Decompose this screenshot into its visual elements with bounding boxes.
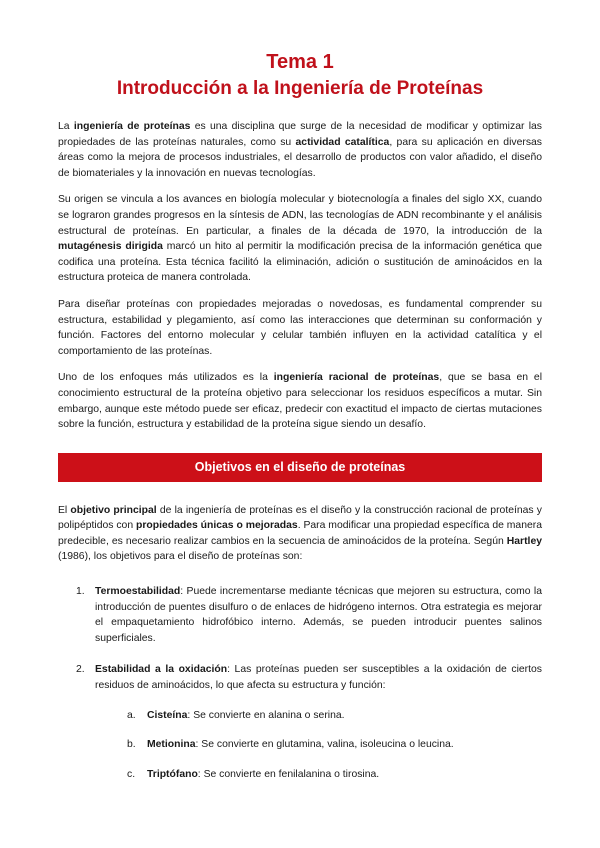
- section-paragraph-1: El objetivo principal de la ingeniería de proteínas es el diseño y la construcción racional de proteínas y polipéptidos con propiedades únicas o mejoradas. Para modificar una propiedad específica de manera predecible, es necesario realizar cambios en la secuencia de aminoácidos de la proteína. Según Hartley (1986), los objetivos para el diseño de proteínas son:: [58, 504, 543, 563]
- page-title: Tema 1: [266, 51, 334, 73]
- list-item-number: 2.: [76, 664, 85, 676]
- list-item-term: Termoestabilidad: [95, 586, 181, 598]
- list-item: [58, 584, 542, 646]
- sublist-item: [113, 767, 542, 783]
- sublist-item-letter: c.: [127, 768, 136, 780]
- intro-paragraph-4: Uno de los enfoques más utilizados es la ingeniería racional de proteínas, que se basa en el conocimiento estructural de la proteína objetivo para seleccionar los residuos específicos a mutar. Sin embargo, aunque este método puede ser eficaz, predecir con exactitud el impacto de ciertas mutaciones sobre la función, estructura y estabilidad de la proteína sigue siendo un desafío.: [58, 372, 543, 431]
- sublist-item-letter: b.: [127, 739, 136, 751]
- section-heading-banner: Objetivos en el diseño de proteínas: [58, 453, 542, 482]
- sublist-item: [113, 708, 542, 724]
- sublist-item-text: : Se convierte en fenilalanina o tirosina.: [197, 768, 380, 780]
- sublist-item-letter: a.: [127, 709, 136, 721]
- intro-paragraph-3: Para diseñar proteínas con propiedades mejoradas o novedosas, es fundamental comprender su estructura, estabilidad y plegamiento, así como las interacciones que determinan su conformación y función. Factores del entorno molecular y celular también influyen en la actividad catalítica y el comportamiento de las proteínas.: [58, 298, 542, 357]
- list-item-term: Estabilidad a la oxidación: [95, 664, 228, 676]
- sublist-item-term: Metionina: [147, 739, 196, 751]
- oxidation-sublist: [95, 708, 542, 783]
- objectives-list: [58, 584, 542, 782]
- list-item-number: 1.: [76, 586, 85, 598]
- list-item-text: : Las proteínas pueden ser susceptibles a la oxidación de ciertos residuos de aminoácidos, lo que afecta su estructura y función:: [95, 664, 542, 692]
- sublist-item-term: Cisteína: [147, 709, 188, 721]
- sublist-item-text: : Se convierte en glutamina, valina, isoleucina o leucina.: [195, 739, 454, 751]
- sublist-item: [113, 737, 542, 753]
- intro-paragraph-1: La ingeniería de proteínas es una disciplina que surge de la necesidad de modificar y optimizar las propiedades de las proteínas naturales, como su actividad catalítica, para su aplicación en diversas áreas como la mejora de procesos industriales, el desarrollo de productos con valor añadido, el diseño de biomateriales y la innovación en nuevas tecnologías.: [58, 121, 543, 179]
- page-subtitle: Introducción a la Ingeniería de Proteínas: [116, 78, 484, 99]
- intro-paragraph-2: Su origen se vincula a los avances en biología molecular y biotecnología a finales del siglo XX, cuando se lograron grandes progresos en la síntesis de ADN, las tecnologías de ADN recombinante y el análisis estructural de proteínas. En particular, a finales de la década de 1970, la introducción de la mutagénesis dirigida marcó un hito al permitir la modificación precisa de la información genética que codifica una proteína. Esta técnica facilitó la eliminación, adición o sustitución de aminoácidos en la estructura proteica de manera controlada.: [58, 194, 542, 284]
- sublist-item-term: Triptófano: [147, 768, 198, 780]
- list-item-text: : Puede incrementarse mediante técnicas que mejoren su estructura, como la introducción de puentes disulfuro o de enlaces de hidrógeno internos. Otra estrategia es mejorar el empaquetamiento hidrofóbico interno. Además, se pueden introducir puentes salinos superficiales.: [95, 586, 542, 644]
- sublist-item-text: : Se convierte en alanina o serina.: [187, 709, 345, 721]
- list-item: [58, 662, 542, 782]
